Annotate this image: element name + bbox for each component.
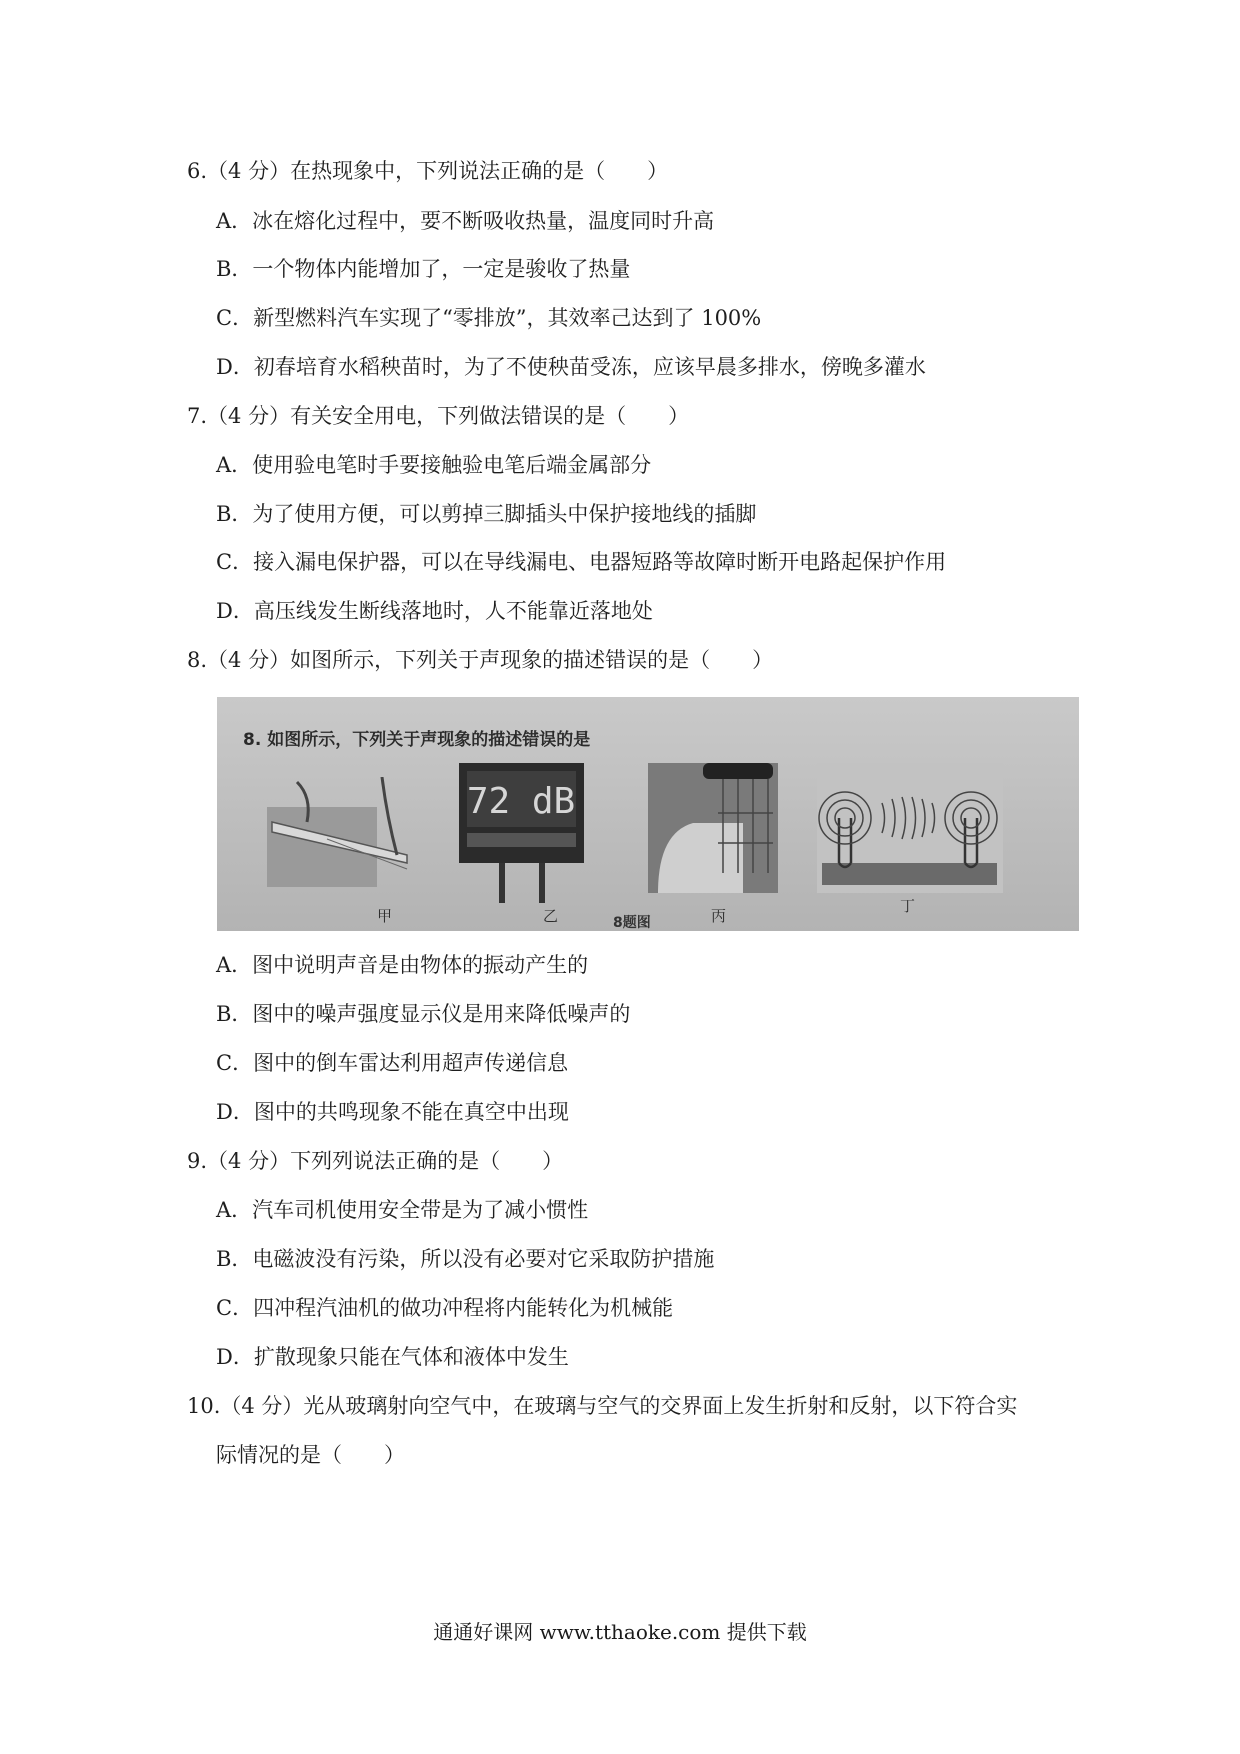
- question-9-option-a: A．汽车司机使用安全带是为了减小惯性: [216, 1198, 589, 1222]
- figure-label-ding: 丁: [900, 897, 916, 915]
- question-9-option-b: B．电磁波没有污染，所以没有必要对它采取防护措施: [216, 1247, 715, 1271]
- noise-display-illustration: [459, 763, 584, 903]
- question-8-option-c: C．图中的倒车雷达利用超声传递信息: [216, 1051, 569, 1075]
- question-7-option-b: B．为了使用方便，可以剪掉三脚插头中保护接地线的插脚: [216, 502, 757, 526]
- figure-label-jia: 甲: [377, 907, 393, 925]
- question-7-option-a: A．使用验电笔时手要接触验电笔后端金属部分: [216, 453, 652, 477]
- question-7-option-d: D．高压线发生断线落地时，人不能靠近落地处: [216, 599, 653, 623]
- ruler-vibration-illustration: [267, 777, 427, 887]
- figure-label-yi: 乙: [543, 907, 559, 925]
- tuning-fork-resonance-illustration: [817, 763, 1003, 893]
- noise-display-value: 72 dB: [466, 781, 576, 822]
- question-10-stem-continued: 际情况的是（ ）: [216, 1443, 405, 1467]
- question-10-stem: 10.（4 分）光从玻璃射向空气中，在玻璃与空气的交界面上发生折射和反射，以下符合实: [187, 1394, 1018, 1418]
- page-footer: 通通好课网 www.tthaoke.com 提供下载: [433, 1620, 807, 1644]
- question-9-stem: 9.（4 分）下列列说法正确的是（ ）: [187, 1149, 564, 1173]
- question-9-option-c: C．四冲程汽油机的做功冲程将内能转化为机械能: [216, 1296, 674, 1320]
- question-7-option-c: C．接入漏电保护器，可以在导线漏电、电器短路等故障时断开电路起保护作用: [216, 550, 947, 574]
- figure-label-bing: 丙: [711, 907, 727, 925]
- question-8-stem: 8.（4 分）如图所示，下列关于声现象的描述错误的是（ ）: [187, 648, 774, 672]
- question-6-option-c: C．新型燃料汽车实现了“零排放”，其效率己达到了 100%: [216, 306, 762, 330]
- question-8-option-d: D．图中的共鸣现象不能在真空中出现: [216, 1100, 569, 1124]
- figure-title: 8. 如图所示，下列关于声现象的描述错误的是: [243, 730, 591, 750]
- question-8-option-a: A．图中说明声音是由物体的振动产生的: [216, 953, 589, 977]
- question-6-option-a: A．冰在熔化过程中，要不断吸收热量，温度同时升高: [216, 209, 715, 233]
- question-9-option-d: D．扩散现象只能在气体和液体中发生: [216, 1345, 569, 1369]
- question-8-option-b: B．图中的噪声强度显示仪是用来降低噪声的: [216, 1002, 631, 1026]
- question-7-stem: 7.（4 分）有关安全用电，下列做法错误的是（ ）: [187, 404, 690, 428]
- question-6-option-b: B．一个物体内能增加了，一定是骏收了热量: [216, 257, 631, 281]
- figure-caption: 8题图: [613, 915, 651, 931]
- question-8-figure: [217, 697, 1079, 931]
- reversing-radar-illustration: [648, 763, 778, 893]
- question-6-option-d: D．初春培育水稻秧苗时，为了不使秧苗受冻，应该早晨多排水，傍晚多灌水: [216, 355, 926, 379]
- question-6-stem: 6.（4 分）在热现象中，下列说法正确的是（ ）: [187, 159, 669, 183]
